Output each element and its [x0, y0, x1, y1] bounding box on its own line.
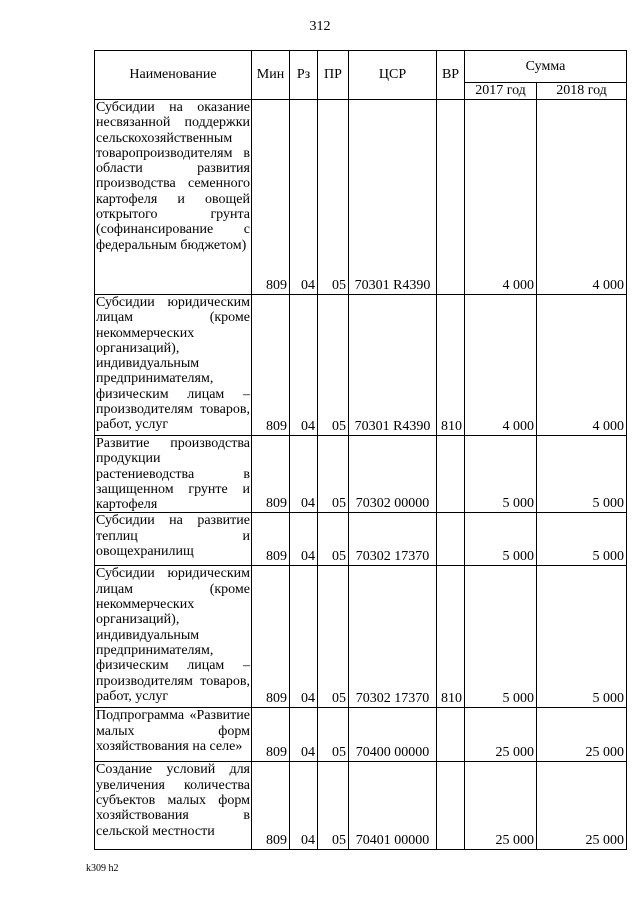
- row-sum-2017: 4 000: [465, 100, 537, 295]
- header-vr: ВР: [437, 51, 465, 100]
- row-csr: 70301 R4390: [349, 295, 437, 436]
- header-year-2018: 2018 год: [537, 83, 627, 100]
- row-name: Создание условий для увеличения количества субъектов малых форм хозяйствования в сельской местности: [95, 762, 252, 850]
- row-vr: [437, 100, 465, 295]
- header-min: Мин: [252, 51, 290, 100]
- row-sum-2018: 4 000: [537, 295, 627, 436]
- header-year-2017: 2017 год: [465, 83, 537, 100]
- row-min: 809: [252, 436, 290, 513]
- row-sum-2018: 25 000: [537, 708, 627, 762]
- header-csr: ЦСР: [349, 51, 437, 100]
- row-rz: 04: [290, 100, 318, 295]
- row-pr: 05: [318, 513, 349, 566]
- row-sum-2017: 5 000: [465, 566, 537, 708]
- table-row: [95, 100, 627, 295]
- row-pr: 05: [318, 295, 349, 436]
- row-rz: 04: [290, 762, 318, 850]
- row-rz: 04: [290, 436, 318, 513]
- header-sum: Сумма: [465, 51, 627, 83]
- row-sum-2018: 4 000: [537, 100, 627, 295]
- row-csr: 70301 R4390: [349, 100, 437, 295]
- row-vr: [437, 708, 465, 762]
- row-sum-2017: 4 000: [465, 295, 537, 436]
- row-name: Развитие производства продукции растениеводства в защищенном грунте и картофеля: [96, 436, 250, 513]
- row-name: Субсидии юридическим лицам (кроме некоммерческих организаций), индивидуальным предпринимателям, физическим лицам – производителям товаров, работ, услуг: [95, 295, 252, 436]
- budget-table: [94, 50, 627, 850]
- row-rz: 04: [290, 708, 318, 762]
- row-min: 809: [252, 513, 290, 566]
- row-csr: 70400 00000: [349, 708, 437, 762]
- row-sum-2017: 25 000: [465, 762, 537, 850]
- document-code: k309 h2: [86, 863, 119, 874]
- row-sum-2018: 5 000: [537, 566, 627, 708]
- row-sum-2018: 5 000: [537, 513, 627, 566]
- row-vr: [437, 513, 465, 566]
- row-name: Подпрограмма «Развитие малых форм хозяйствования на селе»: [95, 708, 252, 762]
- header-rz: Рз: [290, 51, 318, 100]
- table-row: [95, 762, 627, 850]
- table-row: [95, 708, 627, 762]
- header-name: Наименование: [95, 51, 252, 100]
- row-vr: [437, 436, 465, 513]
- row-min: 809: [252, 762, 290, 850]
- row-rz: 04: [290, 513, 318, 566]
- row-pr: 05: [318, 708, 349, 762]
- table-row: [95, 295, 627, 436]
- row-name: Субсидии на развитие теплиц и овощехранилищ: [95, 513, 252, 566]
- row-rz: 04: [290, 566, 318, 708]
- row-rz: 04: [290, 295, 318, 436]
- row-name: Субсидии юридическим лицам (кроме некоммерческих организаций), индивидуальным предпринимателям, физическим лицам – производителям товаров, работ, услуг: [95, 566, 252, 708]
- row-vr: 810: [437, 566, 465, 708]
- row-pr: 05: [318, 762, 349, 850]
- row-pr: 05: [318, 436, 349, 513]
- page-number: 312: [309, 19, 331, 34]
- table-row: [95, 513, 627, 566]
- row-vr: 810: [437, 295, 465, 436]
- row-sum-2017: 25 000: [465, 708, 537, 762]
- row-csr: 70401 00000: [349, 762, 437, 850]
- row-pr: 05: [318, 100, 349, 295]
- row-sum-2017: 5 000: [465, 436, 537, 513]
- row-csr: 70302 17370: [349, 566, 437, 708]
- row-name: Субсидии на оказание несвязанной поддержки сельскохозяйственным товаропроизводителям в области развития производства семенного картофеля и овощей открытого грунта (софинансирование с федеральным бюджетом): [95, 100, 252, 295]
- row-min: 809: [252, 100, 290, 295]
- row-min: 809: [252, 708, 290, 762]
- row-csr: 70302 00000: [349, 436, 437, 513]
- row-min: 809: [252, 566, 290, 708]
- table-row: [95, 566, 627, 708]
- row-sum-2018: 25 000: [537, 762, 627, 850]
- row-csr: 70302 17370: [349, 513, 437, 566]
- row-sum-2018: 5 000: [537, 436, 627, 513]
- row-vr: [437, 762, 465, 850]
- row-sum-2017: 5 000: [465, 513, 537, 566]
- table-row: [95, 436, 627, 513]
- row-min: 809: [252, 295, 290, 436]
- row-pr: 05: [318, 566, 349, 708]
- header-pr: ПР: [318, 51, 349, 100]
